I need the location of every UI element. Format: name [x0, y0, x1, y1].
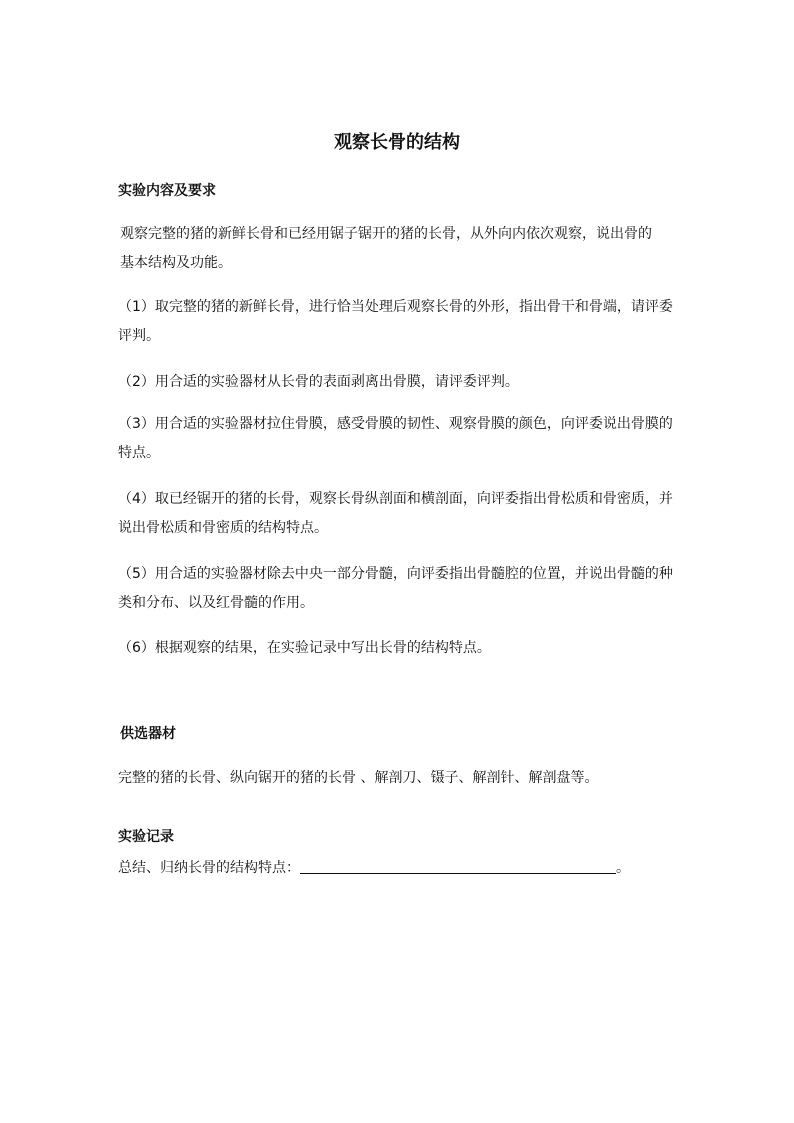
record-end-mark: 。 [616, 860, 630, 876]
step-3: （3）用合适的实验器材拉住骨膜，感受骨膜的韧性、观察骨膜的颜色，向评委说出骨膜的特点。 [118, 416, 673, 461]
answer-blank[interactable] [300, 859, 616, 874]
step-4: （4）取已经锯开的猪的长骨，观察长骨纵剖面和横剖面，向评委指出骨松质和骨密质，并说出骨松质和骨密质的结构特点。 [118, 491, 673, 536]
equipment-list: 完整的猪的长骨、纵向锯开的猪的长骨 、解剖刀、镊子、解剖针、解剖盘等。 [118, 770, 599, 786]
record-prompt: 总结、归纳长骨的结构特点： [118, 860, 300, 876]
page-title: 观察长骨的结构 [334, 132, 460, 153]
step-2: （2）用合适的实验器材从长骨的表面剥离出骨膜，请评委评判。 [118, 374, 519, 390]
step-5: （5）用合适的实验器材除去中央一部分骨髓，向评委指出骨髓腔的位置，并说出骨髓的种类和分布、以及红骨髓的作用。 [118, 566, 673, 611]
step-1: （1）取完整的猪的新鲜长骨，进行恰当处理后观察长骨的外形，指出骨干和骨端，请评委评判。 [118, 299, 673, 344]
section-heading-record: 实验记录 [118, 829, 174, 845]
record-line [118, 857, 630, 877]
intro-paragraph: 观察完整的猪的新鲜长骨和已经用锯子锯开的猪的长骨，从外向内依次观察，说出骨的基本结构及功能。 [120, 226, 652, 271]
section-heading-requirements: 实验内容及要求 [118, 183, 216, 199]
step-6: （6）根据观察的结果，在实验记录中写出长骨的结构特点。 [118, 640, 491, 656]
section-heading-equipment: 供选器材 [120, 726, 176, 742]
